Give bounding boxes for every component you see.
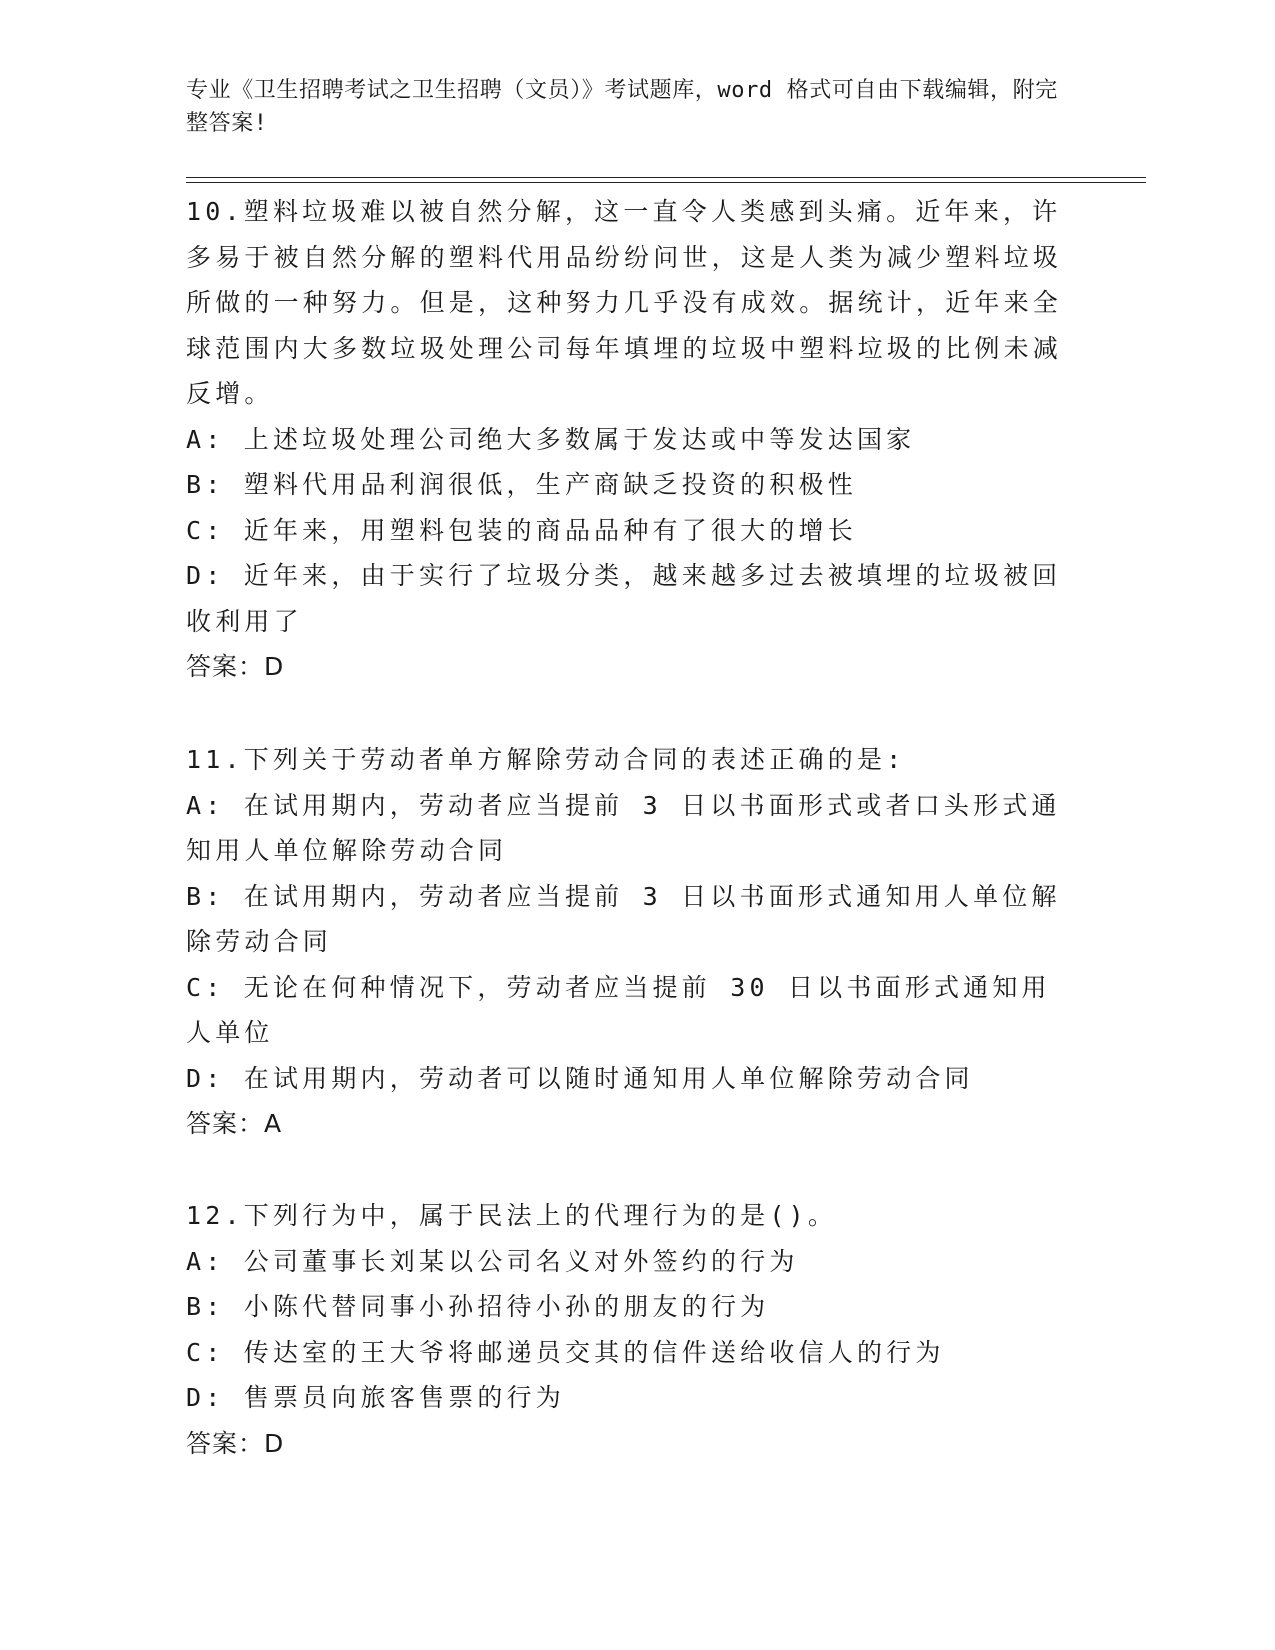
option-a: A: 上述垃圾处理公司绝大多数属于发达或中等发达国家 [186, 424, 916, 454]
header-divider-top [186, 177, 1146, 178]
option-d: D: 在试用期内，劳动者可以随时通知用人单位解除劳动合同 [186, 1063, 974, 1093]
option-d: D: 近年来，由于实行了垃圾分类，越来越多过去被填埋的垃圾被回收利用了 [186, 561, 1062, 636]
intro-text: 专业《卫生招聘考试之卫生招聘（文员）》考试题库，word 格式可自由下载编辑，附完整答案! [186, 78, 1058, 136]
option-c: C: 近年来，用塑料包装的商品品种有了很大的增长 [186, 515, 857, 545]
option-b: B: 塑料代用品利润很低，生产商缺乏投资的积极性 [186, 470, 857, 499]
header-divider-bottom [186, 182, 1146, 183]
option-a: A: 公司董事长刘某以公司名义对外签约的行为 [186, 1246, 799, 1276]
question-10 [186, 189, 1066, 690]
option-b: B: 小陈代替同事小孙招待小孙的朋友的行为 [186, 1292, 770, 1321]
question-12 [186, 1193, 1066, 1466]
answer: 答案：D [186, 652, 285, 681]
option-d: D: 售票员向旅客售票的行为 [186, 1383, 565, 1412]
question-stem: 10.塑料垃圾难以被自然分解，这一直令人类感到头痛。近年来，许多易于被自然分解的塑料代用品纷纷问世，这是人类为减少塑料垃圾所做的一种努力。但是，这种努力几乎没有成效。据统计，近年来全球范围内大多数垃圾处理公司每年填埋的垃圾中塑料垃圾的比例未减反增。 [186, 197, 1063, 408]
option-b: B: 在试用期内，劳动者应当提前 3 日以书面形式通知用人单位解除劳动合同 [186, 881, 1061, 956]
option-a: A: 在试用期内，劳动者应当提前 3 日以书面形式或者口头形式通知用人单位解除劳动合同 [186, 790, 1061, 865]
question-stem: 11.下列关于劳动者单方解除劳动合同的表述正确的是: [186, 745, 906, 774]
document-header [186, 74, 1066, 140]
answer: 答案：A [186, 1109, 283, 1138]
question-11 [186, 737, 1066, 1147]
question-stem: 12.下列行为中，属于民法上的代理行为的是()。 [186, 1201, 838, 1230]
answer: 答案：D [186, 1428, 285, 1458]
option-c: C: 无论在何种情况下，劳动者应当提前 30 日以书面形式通知用人单位 [186, 972, 1051, 1047]
option-c: C: 传达室的王大爷将邮递员交其的信件送给收信人的行为 [186, 1337, 945, 1367]
